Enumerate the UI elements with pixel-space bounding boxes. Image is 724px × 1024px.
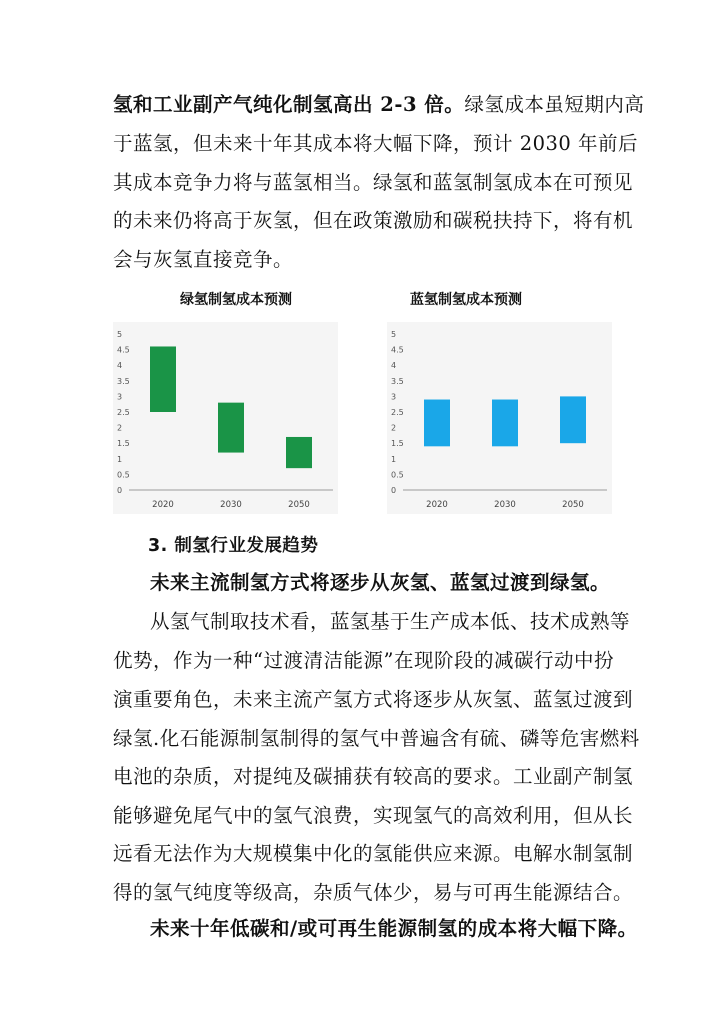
x-tick-label: 2050	[562, 500, 584, 510]
y-tick-label: 1	[117, 454, 123, 464]
y-tick-label: 2	[391, 423, 397, 433]
y-tick-label: 3.5	[117, 376, 130, 386]
chart-title-green: 绿氢制氢成本预测	[180, 292, 292, 308]
section-heading: 3. 制氢行业发展趋势	[148, 536, 319, 556]
chart-title-blue: 蓝氢制氢成本预测	[410, 292, 522, 308]
text-run: 绿氢成本虽短期内高	[464, 93, 645, 116]
paragraph-line: 从氢气制取技术看，蓝氢基于生产成本低、技术成熟等	[150, 610, 631, 633]
y-tick-label: 1.5	[391, 439, 404, 449]
paragraph-line: 能够避免尾气中的氢气浪费，实现氢气的高效利用，但从长	[113, 804, 634, 827]
chart-svg	[387, 322, 612, 514]
bar-2030	[492, 400, 518, 447]
y-tick-label: 0	[391, 486, 397, 495]
y-tick-label: 3	[117, 392, 123, 402]
x-tick-label: 2020	[426, 500, 448, 510]
y-tick-label: 5	[117, 330, 123, 339]
paragraph-line: 远看无法作为大规模集中化的氢能供应来源。电解水制氢制	[113, 842, 634, 865]
paragraph-line: 优势，作为一种“过渡清洁能源”在现阶段的减碳行动中扮	[113, 649, 614, 672]
y-tick-label: 2.5	[117, 408, 130, 417]
x-tick-label: 2050	[288, 500, 310, 510]
y-tick-label: 0.5	[117, 470, 130, 480]
y-tick-label: 0.5	[391, 470, 404, 480]
x-tick-label: 2020	[152, 500, 174, 510]
paragraph-line: 演重要角色，未来主流产氢方式将逐步从灰氢、蓝氢过渡到	[113, 688, 634, 711]
bar-2020	[424, 400, 450, 447]
bar-2030	[218, 403, 244, 453]
chart-svg	[113, 322, 338, 514]
y-tick-label: 4.5	[117, 345, 130, 355]
x-tick-label: 2030	[494, 500, 516, 510]
y-tick-label: 3	[391, 392, 397, 402]
x-tick-label: 2030	[220, 500, 242, 510]
section-subheading: 未来主流制氢方式将逐步从灰氢、蓝氢过渡到绿氢。	[150, 571, 611, 594]
y-tick-label: 1.5	[117, 439, 130, 449]
bar-2020	[150, 346, 176, 412]
y-tick-label: 4	[391, 361, 397, 371]
paragraph-line	[113, 93, 645, 116]
paragraph-line: 于蓝氢，但未来十年其成本将大幅下降，预计 2030 年前后	[113, 132, 639, 155]
bar-2050	[560, 396, 586, 443]
paragraph-line: 的未来仍将高于灰氢，但在政策激励和碳税扶持下，将有机	[113, 209, 634, 232]
y-tick-label: 5	[391, 330, 397, 339]
y-tick-label: 4.5	[391, 345, 404, 355]
bar-2050	[286, 437, 312, 468]
y-tick-label: 0	[117, 486, 123, 495]
paragraph-line: 得的氢气纯度等级高，杂质气体少，易与可再生能源结合。	[113, 881, 634, 904]
y-tick-label: 4	[117, 361, 123, 371]
y-tick-label: 2.5	[391, 408, 404, 417]
paragraph-line: 其成本竞争力将与蓝氢相当。绿氢和蓝氢制氢成本在可预见	[113, 171, 634, 194]
section-subheading: 未来十年低碳和/或可再生能源制氢的成本将大幅下降。	[150, 917, 638, 940]
paragraph-line: 会与灰氢直接竞争。	[113, 248, 294, 271]
paragraph-line: 电池的杂质，对提纯及碳捕获有较高的要求。工业副产制氢	[113, 765, 634, 788]
chart-green-hydrogen	[113, 322, 338, 514]
chart-blue-hydrogen	[387, 322, 612, 514]
bold-phrase: 氢和工业副产气纯化制氢高出 2-3 倍。	[113, 93, 465, 116]
y-tick-label: 2	[117, 423, 123, 433]
paragraph-line: 绿氢.化石能源制氢制得的氢气中普遍含有硫、磷等危害燃料	[113, 727, 640, 750]
y-tick-label: 3.5	[391, 376, 404, 386]
y-tick-label: 1	[391, 454, 397, 464]
